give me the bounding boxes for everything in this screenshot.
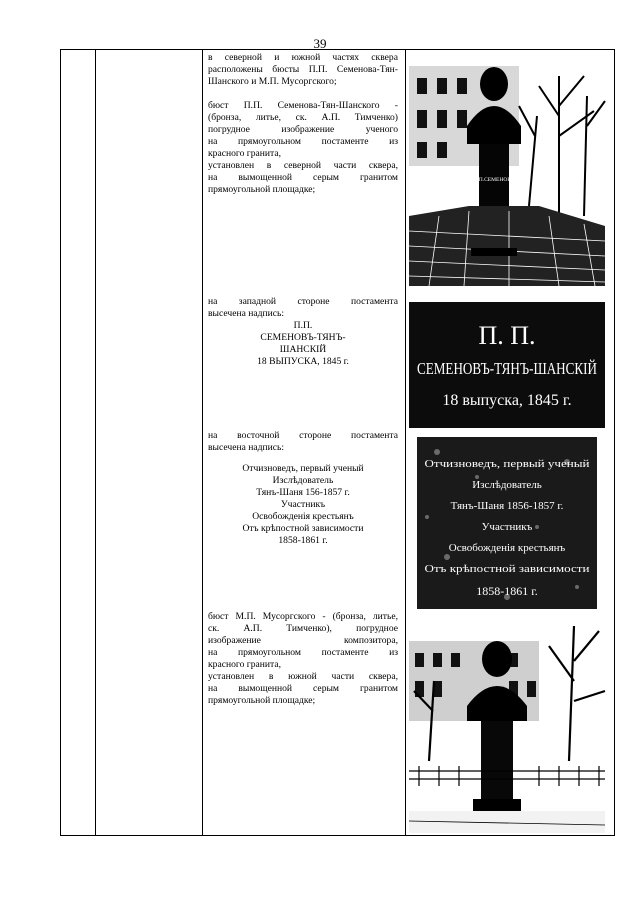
photo-semenov-bust: [409, 56, 605, 286]
text-line: на прямоугольном постаменте из: [208, 647, 398, 658]
text-line: на западной стороне постамента: [208, 296, 398, 307]
plate-line: Отчизноведъ, первый ученый: [424, 458, 590, 470]
plate-line: СЕМЕНОВЪ-ТЯНЪ-ШАНСКІЙ: [417, 359, 597, 378]
column-divider-1: [95, 50, 96, 835]
text-line: установлен в северной части сквера,: [208, 160, 398, 171]
text-line: на восточной стороне постамента: [208, 430, 398, 441]
page-number: 39: [313, 36, 327, 51]
text-line: погрудное изображение ученого: [208, 124, 398, 135]
photo-label: П.П.СЕМЕНОВЪ: [473, 177, 515, 183]
text-line: изображение композитора,: [208, 635, 398, 646]
text-line: бюст М.П. Мусоргского - (бронза, литье,: [208, 611, 398, 622]
plate-line: Отъ крѣпостной зависимости: [424, 563, 590, 575]
text-line: красного гранита,: [208, 659, 282, 670]
description-busts: [208, 52, 398, 196]
column-divider-3: [405, 50, 406, 835]
inscription-line: ШАНСКІЙ: [279, 344, 327, 355]
photo-eastern-plate: [417, 437, 597, 609]
inscription-line: 18 ВЫПУСКА, 1845 г.: [257, 356, 349, 367]
text-line: прямоугольной площадке;: [208, 695, 316, 706]
text-line: бюст П.П. Семенова-Тян-Шанского -: [208, 100, 398, 111]
text-line: на вымощенной серым гранитом: [208, 683, 398, 694]
eastern-inscription: [208, 430, 398, 547]
text-line: прямоугольной площадке;: [208, 184, 316, 195]
plate-line: 18 выпуска, 1845 г.: [442, 392, 572, 409]
plate-line: Участникъ: [481, 521, 533, 533]
inscription-line: Тянъ-Шаня 156-1857 г.: [256, 487, 350, 498]
text-line: высечена надпись:: [208, 308, 285, 319]
text-line: высечена надпись:: [208, 442, 285, 453]
western-inscription: [208, 296, 398, 368]
plate-line: П. П.: [478, 321, 536, 350]
photo-western-plate: [409, 302, 605, 428]
inscription-line: Отъ крѣпостной зависимости: [242, 523, 364, 534]
text-line: расположены бюсты П.П. Семенова-Тян-: [208, 64, 398, 75]
text-line: на прямоугольном постаменте из: [208, 136, 398, 147]
inscription-line: 1858-1861 г.: [278, 535, 328, 546]
plate-line: 1858-1861 г.: [476, 584, 538, 598]
monument-table: [60, 49, 615, 836]
inscription-line: Освобожденія крестьянъ: [252, 511, 354, 522]
plate-line: Освобожденія крестьянъ: [448, 542, 566, 554]
text-line: установлен в южной части сквера,: [208, 671, 398, 682]
photo-mussorgsky-bust: [409, 621, 605, 833]
column-divider-2: [202, 50, 203, 835]
inscription-line: Участникъ: [280, 499, 326, 510]
plate-line: Изслѣдователь: [472, 479, 542, 491]
text-line: ск. А.П. Тимченко), погрудное: [208, 623, 398, 634]
text-line: на вымощенной серым гранитом: [208, 172, 398, 183]
inscription-line: Изслѣдователь: [272, 475, 334, 486]
text-line: в северной и южной частях сквера: [208, 52, 398, 63]
inscription-line: СЕМЕНОВЪ-ТЯНЪ-: [260, 332, 346, 343]
inscription-line: П.П.: [293, 320, 313, 331]
plate-line: Тянъ-Шаня 1856-1857 г.: [450, 500, 564, 512]
text-line: Шанского и М.П. Мусоргского;: [208, 76, 337, 87]
text-line: красного гранита,: [208, 148, 282, 159]
inscription-line: Отчизноведъ, первый ученый: [242, 463, 364, 474]
description-mussorgsky: [208, 611, 398, 707]
text-line: (бронза, литье, ск. А.П. Тимченко): [208, 112, 398, 123]
